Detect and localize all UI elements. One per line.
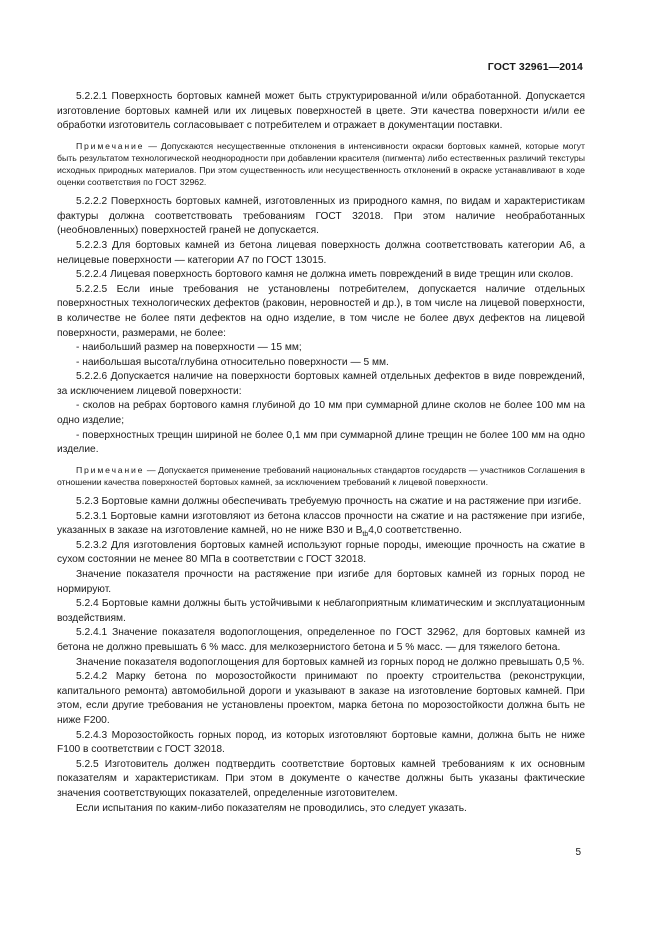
paragraph-5-2-2-6: 5.2.2.6 Допускается наличие на поверхности бортовых камней отдельных дефектов в виде повреждений, за исключением лицевой поверхности:: [57, 371, 585, 397]
list-item-chips: - сколов на ребрах бортового камня глубиной до 10 мм при суммарной длине сколов не более 100 мм на одно изделие;: [57, 400, 585, 427]
paragraph-5-2-2-1: 5.2.2.1 Поверхность бортовых камней может быть структурированной и/или обработанной. Допускается изготовление бортовых камней или их лицевых поверхностей в цвете. Эти качества поверхности и/или ее обработки изготовитель согласовывает с потребителем и отражает в документации поставки.: [57, 91, 585, 132]
list-item-cracks: - поверхностных трещин шириной не более 0,1 мм при суммарной длине трещин не более 100 мм на одно изделие.: [57, 429, 585, 456]
note-label: Примечание: [76, 464, 145, 475]
paragraph-5-2-4: 5.2.4 Бортовые камни должны быть устойчивыми к неблагоприятным климатическим и эксплуатационным воздействиям.: [57, 598, 585, 624]
paragraph-5-2-4-2: 5.2.4.2 Марку бетона по морозостойкости принимают по проекту строительства (реконструкции, капитального ремонта) автомобильной дороги и указывают в заказе на изготовление бортовых камней. При этом, если другие требования не установлены проектом, марка бетона по морозостойкости должна быть не ниже F200.: [57, 671, 585, 726]
note-label: Примечание: [76, 140, 145, 151]
paragraph-5-2-4-3: 5.2.4.3 Морозостойкость горных пород, из которых изготовляют бортовые камни, должна быть не ниже F100 в соответствии с ГОСТ 32018.: [57, 729, 585, 756]
paragraph-5-2-3: 5.2.3 Бортовые камни должны обеспечивать требуемую прочность на сжатие и на растяжение при изгибе.: [76, 496, 582, 508]
paragraph-tensile-note: Значение показателя прочности на растяжение при изгибе для бортовых камней из горных пород не нормируют.: [57, 569, 585, 595]
paragraph-5-2-3-2: 5.2.3.2 Для изготовления бортовых камней используют горные породы, имеющие прочность на сжатие в сухом состоянии не менее 80 МПа в соответствии с ГОСТ 32018.: [57, 539, 585, 566]
clause-number: 5.2.3.1: [76, 510, 108, 522]
paragraph-5-2-2-3: 5.2.2.3 Для бортовых камней из бетона лицевая поверхность должна соответствовать категории А6, а нелицевые поверхности — категории А7 по ГОСТ 13015.: [57, 239, 585, 266]
list-item-defect-size: - наибольший размер на поверхности — 15 мм;: [76, 342, 302, 354]
paragraph-5-2-2-5: 5.2.2.5 Если иные требования не установлены потребителем, допускается наличие отдельных поверхностных технологических дефектов (раковин, неровностей и др.), в том числе на лицевой поверхности, в количестве не более пяти дефектов на одно изделие, в том числе не более двух дефектов на лицевой поверхности, размерами, не более:: [57, 283, 585, 339]
note-1-text: — Допускаются несущественные отклонения в интенсивности окраски бортовых камней, которые могут быть результатом технологической неоднородности при добавлении красителя (пигмента) либо естественных различий текстуры исходных природных материалов. При этом существенность или несущественность отклонений в окраске устанавливают в ходе оценки соответствия по ГОСТ 32962.: [57, 140, 585, 188]
paragraph-5-2-2-4: 5.2.2.4 Лицевая поверхность бортового камня не должна иметь повреждений в виде трещин или сколов.: [76, 269, 574, 281]
paragraph-5-2-3-1: [57, 510, 585, 539]
document-header: ГОСТ 32961—2014: [487, 61, 583, 73]
note-2: [57, 464, 585, 488]
paragraph-5-2-5: 5.2.5 Изготовитель должен подтвердить соответствие бортовых камней требованиям к их основным показателям и характеристикам. При этом в документе о качестве должны быть указаны фактические значения соответствующих показателей, определенные изготовителем.: [57, 758, 585, 799]
paragraph-5-2-2-2: 5.2.2.2 Поверхность бортовых камней, изготовленных из природного камня, по видам и характеристикам фактуры должна соответствовать требованиям ГОСТ 32018. При этом наличие необработанных (необновленных) поверхностей граней не допускается.: [57, 196, 585, 237]
list-item-defect-depth: - наибольшая высота/глубина относительно поверхности — 5 мм.: [76, 356, 389, 368]
paragraph-5-2-3-1-end: 4,0 соответственно.: [368, 525, 462, 537]
paragraph-water-absorption: Значение показателя водопоглощения для бортовых камней из горных пород не должно превышать 0,5 %.: [76, 656, 585, 668]
document-body: [57, 90, 585, 816]
note-1: [57, 140, 585, 188]
page-number: 5: [575, 847, 581, 858]
paragraph-5-2-4-1: 5.2.4.1 Значение показателя водопоглощения, определенное по ГОСТ 32962, для бортовых камней из бетона не должно превышать 6 % масс. для мелкозернистого бетона и 5 % масс. — для тяжелого бетона.: [57, 627, 585, 653]
paragraph-5-2-3-1-text: Бортовые камни изготовляют из бетона классов прочности на сжатие и на растяжение при изгибе, указанных в заказе на изготовление камней, но не ниже В30 и В: [57, 510, 585, 537]
paragraph-tests-not-done: Если испытания по каким-либо показателям не проводились, это следует указать.: [76, 802, 467, 814]
note-2-text: — Допускается применение требований национальных стандартов государств — участников Соглашения в отношении качества поверхностей бортовых камней, за исключением требований к лицевой поверхности.: [57, 464, 585, 487]
subscript-tb: tb: [362, 531, 369, 539]
